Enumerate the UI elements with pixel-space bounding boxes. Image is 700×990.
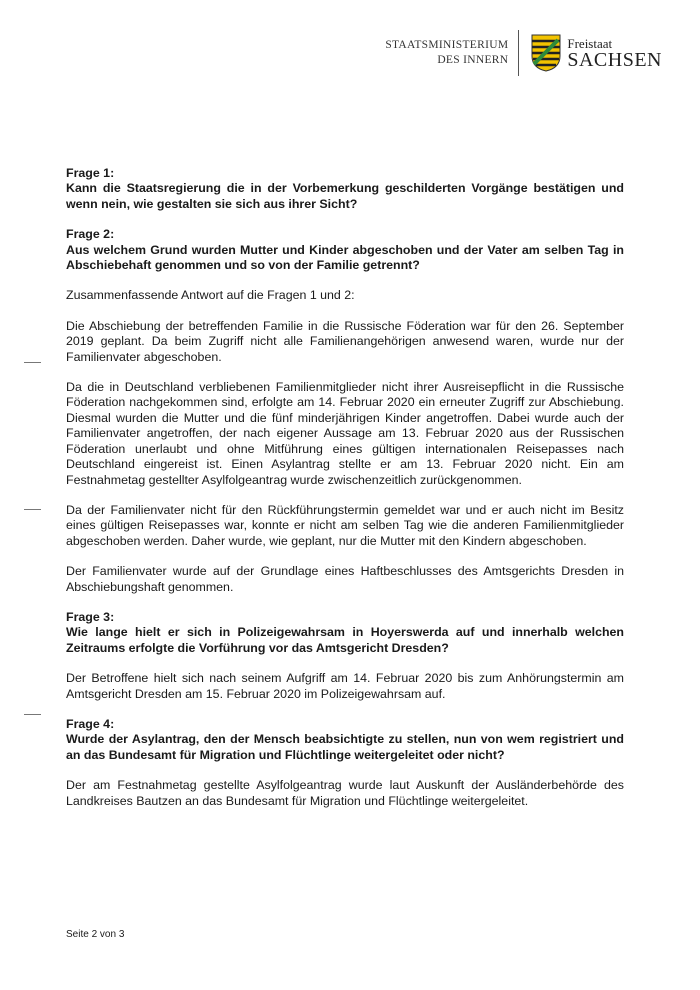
- state-line-1: Freistaat: [567, 35, 613, 51]
- letterhead: [385, 28, 662, 78]
- answer-paragraph: Da die in Deutschland verbliebenen Familienmitglieder nicht ihrer Ausreisepflicht in die Russische Föderation nachgekommen sind, erfolgte am 14. Februar 2020 ein erneuter Zugriff zur Abschiebung. Diesmal wurden die Mutter und die fünf minderjährigen Kinder angetroffen. Dabei wurde auch der Familienvater angetroffen, der nach eigener Aussage am 13. Februar 2020 aus der Russischen Föderation unerlaubt und ohne Mitführung eines gültigen internationalen Reisepasses nach Deutschland eingereist ist. Einen Asylantrag stellte er am 13. Februar 2020 nicht. Ein am Festnahmetag gestellter Asylfolgeantrag wurde zwischenzeitlich zurückgenommen.: [66, 380, 624, 487]
- state-line-2: SACHSEN: [567, 48, 662, 71]
- answer-paragraph: Die Abschiebung der betreffenden Familie in die Russische Föderation war für den 26. September 2019 geplant. Da beim Zugriff nicht alle Familienangehörigen anwesend waren, wurde nur der Familienvater abgeschoben.: [66, 318, 624, 364]
- question-2: [66, 227, 624, 273]
- document-body: [66, 166, 624, 824]
- question-label: Frage 4:: [66, 716, 115, 731]
- question-text: Kann die Staatsregierung die in der Vorbemerkung geschilderten Vorgänge bestätigen und wenn nein, wie gestalten sie sich aus ihrer Sicht?: [66, 181, 624, 211]
- margin-fold-mark: [24, 509, 41, 510]
- margin-fold-mark: [24, 714, 41, 715]
- answer-paragraph: Der Betroffene hielt sich nach seinem Aufgriff am 14. Februar 2020 bis zum Anhörungstermin am Amtsgericht Dresden am 15. Februar 2020 im Polizeigewahrsam auf.: [66, 671, 624, 701]
- question-text: Aus welchem Grund wurden Mutter und Kinder abgeschoben und der Vater am selben Tag in Abschiebehaft genommen und so von der Familie getrennt?: [66, 242, 624, 273]
- ministry-line-2: DES INNERN: [437, 54, 509, 66]
- question-4: [66, 717, 624, 763]
- question-1: [66, 166, 624, 212]
- header-divider: [518, 30, 519, 76]
- question-label: Frage 2:: [66, 227, 115, 242]
- margin-fold-mark: [24, 362, 41, 363]
- question-label: Frage 1:: [66, 166, 115, 180]
- question-text: Wurde der Asylantrag, den der Mensch beabsichtigte zu stellen, nun von wem registriert und an das Bundesamt für Migration und Flüchtlinge weitergeleitet oder nicht?: [66, 732, 624, 762]
- state-wordmark: [567, 37, 662, 70]
- question-3: [66, 610, 624, 656]
- question-text: Wie lange hielt er sich in Polizeigewahrsam in Hoyerswerda auf und innerhalb welchen Zeitraums erfolgte die Vorführung vor das Amtsgericht Dresden?: [66, 625, 624, 655]
- saxony-crest-icon: [531, 34, 561, 72]
- question-label: Frage 3:: [66, 609, 115, 624]
- page-number: Seite 2 von 3: [66, 929, 125, 940]
- answer-paragraph: Der am Festnahmetag gestellte Asylfolgeantrag wurde laut Auskunft der Ausländerbehörde des Landkreises Bautzen an das Bundesamt für Migration und Flüchtlinge weitergeleitet.: [66, 778, 624, 808]
- answer-summary-heading: Zusammenfassende Antwort auf die Fragen 1 und 2:: [66, 288, 355, 303]
- answer-paragraph: Der Familienvater wurde auf der Grundlage eines Haftbeschlusses des Amtsgerichts Dresden in Abschiebungshaft genommen.: [66, 564, 624, 594]
- ministry-line-1: STAATSMINISTERIUM: [385, 39, 509, 51]
- ministry-name: [385, 38, 508, 68]
- answer-paragraph: Da der Familienvater nicht für den Rückführungstermin gemeldet war und er auch nicht im Besitz eines gültigen Reisepasses war, konnte er nicht am selben Tag wie die anderen Familienmitglieder abgeschoben werden. Daher wurde, wie geplant, nur die Mutter mit den Kindern abgeschoben.: [66, 502, 624, 548]
